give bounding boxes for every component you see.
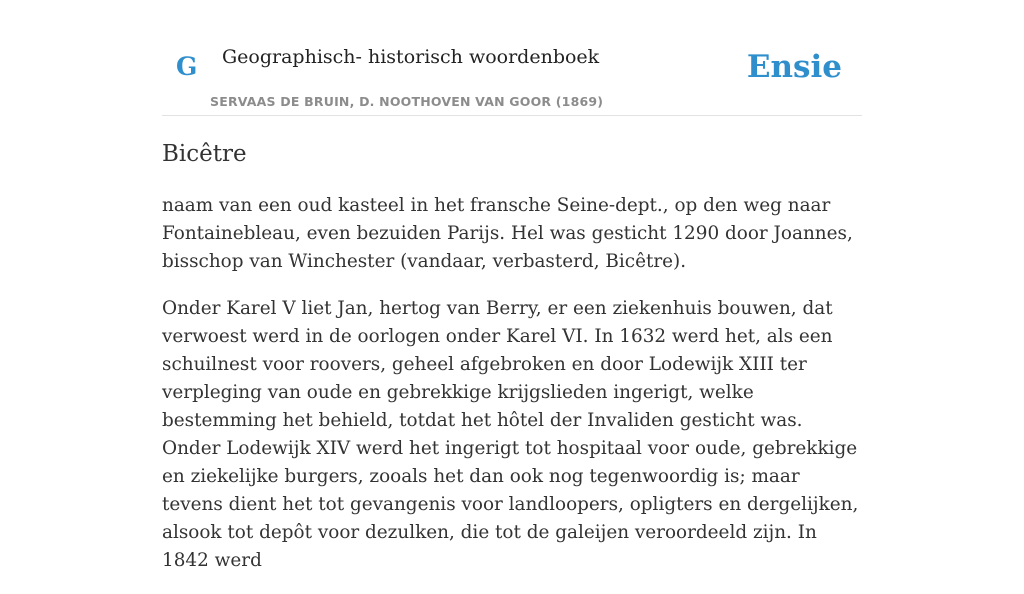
entry-body: [162, 192, 862, 594]
book-authors: SERVAAS DE BRUIN, D. NOOTHOVEN VAN GOOR (1869): [210, 94, 604, 109]
entry-paragraph: naam van een oud kasteel in het fransche Seine-dept., op den weg naar Fontainebleau, even bezuiden Parijs. Hel was gesticht 1290 door Joannes, bisschop van Winchester (vandaar, verbasterd, Bicêtre).: [162, 195, 853, 272]
entry-paragraph: Onder Karel V liet Jan, hertog van Berry, er een ziekenhuis bouwen, dat verwoest werd in de oorlogen onder Karel VI. In 1632 werd het, als een schuilnest voor roovers, geheel afgebroken en door Lodewijk XIII ter verpleging van oude en gebrekkige krijgslieden ingerigt, welke bestemming het behield, totdat het hôtel der Invaliden gesticht was. Onder Lodewijk XIV werd het ingerigt tot hospitaal voor oude, gebrekkige en ziekelijke burgers, zooals het dan ook nog tegenwoordig is; maar tevens dient het tot gevangenis voor landloopers, opligters en dergelijken, alsook tot depôt voor dezulken, die tot de galeijen veroordeeld zijn. In 1842 werd: [162, 298, 859, 571]
book-title[interactable]: Geographisch- historisch woordenboek: [222, 46, 600, 68]
book-logo-icon[interactable]: G: [176, 52, 198, 81]
page: [162, 0, 862, 571]
entry-title: Bicêtre: [162, 141, 247, 167]
header: [162, 0, 862, 116]
ensie-logo[interactable]: Ensie: [746, 49, 842, 85]
